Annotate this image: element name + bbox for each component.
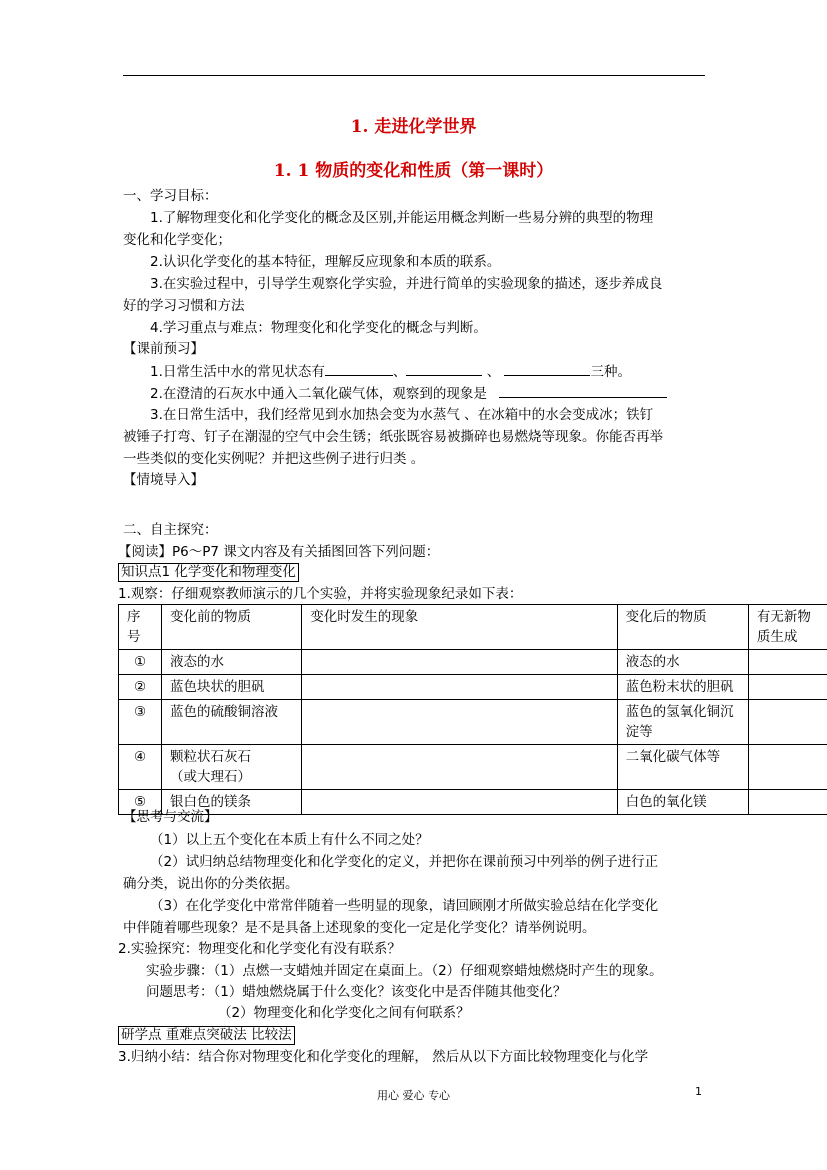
row-no: ② — [119, 675, 162, 700]
preview-q3c: 一些类似的变化实例呢？并把这些例子进行归类 。 — [123, 451, 425, 467]
q1-suffix: 三种。 — [590, 364, 631, 380]
lesson-subtitle: 1. 1 物质的变化和性质（第一课时） — [273, 161, 554, 181]
preview-heading: 【课前预习】 — [123, 341, 204, 357]
preview-q2 — [150, 384, 667, 403]
row-after — [617, 700, 748, 745]
row-after: 液态的水 — [617, 650, 748, 675]
row-phenomenon[interactable] — [302, 745, 617, 790]
q1-sep-1: 、 — [392, 364, 407, 380]
section-2-heading: 二、自主探究： — [123, 522, 218, 538]
row-before: 蓝色的硫酸铜溶液 — [162, 700, 302, 745]
q1-prefix: 1.日常生活中水的常见状态有 — [150, 364, 325, 380]
th-new-substance: 有无新物质生成 — [748, 605, 827, 650]
q1-blank-1[interactable] — [325, 362, 393, 376]
think-2b: 确分类，说出你的分类依据。 — [123, 876, 299, 892]
row-new[interactable] — [748, 745, 827, 790]
observe-line: 1.观察：仔细观察教师演示的几个实验，并将实验现象纪录如下表： — [118, 586, 523, 602]
table-row — [119, 650, 827, 675]
think-1: （1）以上五个变化在本质上有什么不同之处？ — [150, 832, 429, 848]
table-row — [119, 675, 827, 700]
goal-4: 4.学习重点与难点：物理变化和化学变化的概念与判断。 — [150, 320, 487, 336]
goal-3b: 好的学习习惯和方法 — [123, 298, 245, 314]
row-no: ① — [119, 650, 162, 675]
page-footer: 用心 爱心 专心 — [377, 1089, 450, 1102]
table-header-row — [119, 605, 827, 650]
goal-1b: 变化和化学变化； — [123, 232, 231, 248]
row-before — [162, 745, 302, 790]
th-before: 变化前的物质 — [162, 605, 302, 650]
row-phenomenon[interactable] — [302, 790, 617, 815]
row-new[interactable] — [748, 650, 827, 675]
th-no: 序号 — [119, 605, 162, 650]
row-new[interactable] — [748, 790, 827, 815]
think-heading: 【思考与交流】 — [123, 809, 218, 825]
th-after: 变化后的物质 — [617, 605, 748, 650]
preview-q3b: 被锤子打弯、钉子在潮湿的空气中会生锈；纸张既容易被撕碎也易燃烧等现象。你能否再举 — [123, 429, 663, 445]
row-before: 蓝色块状的胆矾 — [162, 675, 302, 700]
reading-line: 【阅读】P6～P7 课文内容及有关插图回答下列问题： — [118, 544, 440, 560]
think-3b: 中伴随着哪些现象？是不是具备上述现象的变化一定是化学变化？请举例说明。 — [123, 920, 596, 936]
after-line-1: 蓝色的氢氧化铜沉 — [625, 704, 734, 720]
table-row — [119, 790, 827, 815]
study-box: 研学点 重难点突破法 比较法 — [118, 1026, 295, 1045]
knowledge-box: 知识点1 化学变化和物理变化 — [118, 563, 299, 582]
row-no: ④ — [119, 745, 162, 790]
q1-blank-3[interactable] — [504, 362, 590, 376]
q2-text: 2.在澄清的石灰水中通入二氧化碳气体，观察到的现象是 — [150, 386, 487, 402]
row-no: ③ — [119, 700, 162, 745]
row-new[interactable] — [748, 675, 827, 700]
row-phenomenon[interactable] — [302, 650, 617, 675]
experiment-q1: 问题思考：（1）蜡烛燃烧属于什么变化？该变化中是否伴随其他变化？ — [146, 984, 567, 1000]
preview-q1 — [150, 362, 631, 381]
preview-q3a: 3.在日常生活中，我们经常见到水加热会变为水蒸气 、在冰箱中的水会变成冰；铁钉 — [150, 407, 654, 423]
table-row — [119, 745, 827, 790]
row-after: 白色的氧化镁 — [617, 790, 748, 815]
row-after: 二氧化碳气体等 — [617, 745, 748, 790]
think-3a: （3）在化学变化中常常伴随着一些明显的现象，请回顾刚才所做实验总结在化学变化 — [150, 898, 659, 914]
th-phenomenon: 变化时发生的现象 — [302, 605, 617, 650]
summary-line: 3.归纳小结：结合你对物理变化和化学变化的理解， 然后从以下方面比较物理变化与化学 — [118, 1049, 649, 1065]
q1-blank-2[interactable] — [406, 362, 482, 376]
row-phenomenon[interactable] — [302, 675, 617, 700]
goal-2: 2.认识化学变化的基本特征，理解反应现象和本质的联系。 — [150, 254, 501, 270]
experiment-steps: 实验步骤：（1）点燃一支蜡烛并固定在桌面上。（2）仔细观察蜡烛燃烧时产生的现象。 — [146, 963, 663, 979]
q2-blank[interactable] — [499, 384, 667, 398]
row-before: 液态的水 — [162, 650, 302, 675]
knowledge-point — [118, 563, 299, 582]
doc-title: 1. 走进化学世界 — [350, 117, 477, 137]
header-rule — [123, 75, 705, 76]
q1-sep-2: 、 — [486, 364, 501, 380]
row-before: 银白色的镁条 — [162, 790, 302, 815]
think-2a: （2）试归纳总结物理变化和化学变化的定义，并把你在课前预习中列举的例子进行正 — [150, 854, 659, 870]
observation-table — [118, 604, 827, 815]
row-phenomenon[interactable] — [302, 700, 617, 745]
row-no: ⑤ — [119, 790, 162, 815]
row-after: 蓝色粉末状的胆矾 — [617, 675, 748, 700]
scenario-heading: 【情境导入】 — [123, 472, 204, 488]
page-number: 1 — [695, 1085, 702, 1098]
before-line-1: 颗粒状石灰石 — [170, 749, 252, 765]
goal-1a: 1.了解物理变化和化学变化的概念及区别,并能运用概念判断一些易分辨的典型的物理 — [150, 210, 654, 226]
goal-3a: 3.在实验过程中，引导学生观察化学实验，并进行简单的实验现象的描述，逐步养成良 — [150, 276, 663, 292]
experiment-title: 2.实验探究：物理变化和化学变化有没有联系？ — [118, 941, 401, 957]
table-row — [119, 700, 827, 745]
before-line-2: （或大理石） — [170, 769, 252, 785]
after-line-2: 淀等 — [625, 724, 653, 740]
study-point — [118, 1026, 295, 1045]
experiment-q2: （2）物理变化和化学变化之间有何联系？ — [218, 1005, 470, 1021]
section-1-heading: 一、学习目标： — [123, 188, 218, 204]
row-new[interactable] — [748, 700, 827, 745]
